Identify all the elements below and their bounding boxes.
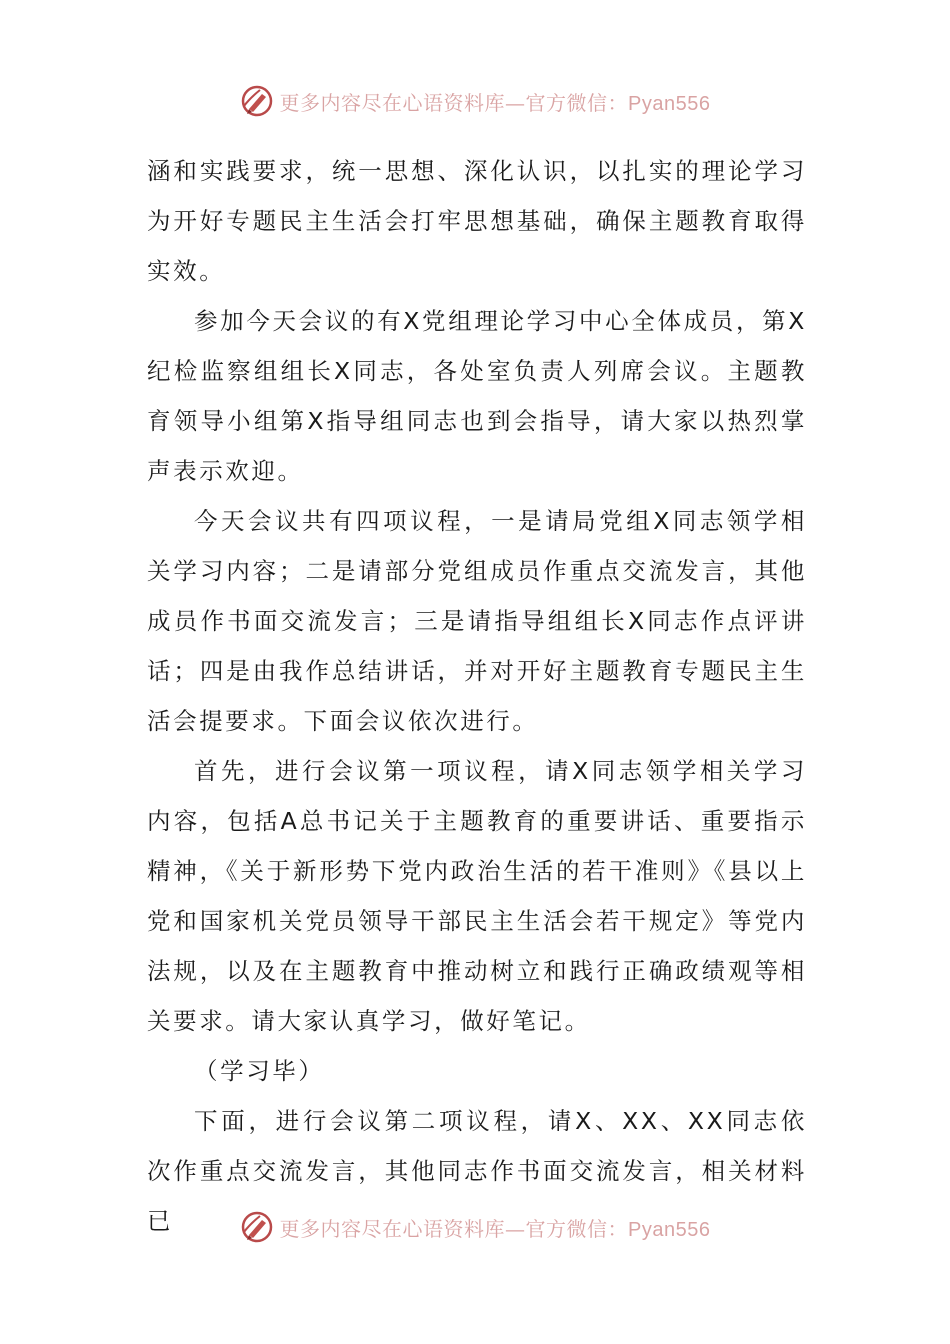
watermark-text: 更多内容尽在心语资料库—官方微信：Pyan556 [279, 90, 711, 115]
paragraph-first-item: 首先，进行会议第一项议程，请X同志领学相关学习内容，包括A总书记关于主题教育的重要讲话、重要指示精神，《关于新形势下党内政治生活的若干准则》《县以上党和国家机关党员领导干部民主生活会若干规定》等党内法规，以及在主题教育中推动树立和践行正确政绩观等相关要求。请大家认真学习，做好笔记。 [147, 757, 807, 1035]
footer-watermark [0, 1210, 950, 1244]
document-body [147, 146, 807, 1246]
paragraph-continued: 涵和实践要求，统一思想、深化认识，以扎实的理论学习为开好专题民主生活会打牢思想基础，确保主题教育取得实效。 [147, 157, 807, 285]
paragraph-second-item: 下面，进行会议第二项议程，请X、XX、XX同志依次作重点交流发言，其他同志作书面交流发言，相关材料已 [147, 1107, 807, 1235]
pen-logo-icon [240, 1210, 274, 1244]
paragraph-agenda: 今天会议共有四项议程，一是请局党组X同志领学相关学习内容；二是请部分党组成员作重点交流发言，其他成员作书面交流发言；三是请指导组组长X同志作点评讲话；四是由我作总结讲话，并对开好主题教育专题民主生活会提要求。下面会议依次进行。 [147, 507, 807, 735]
watermark-text: 更多内容尽在心语资料库—官方微信：Pyan556 [279, 1216, 711, 1241]
paragraph-attendees: 参加今天会议的有X党组理论学习中心全体成员，第X纪检监察组组长X同志，各处室负责人列席会议。主题教育领导小组第X指导组同志也到会指导，请大家以热烈掌声表示欢迎。 [147, 307, 807, 485]
header-watermark [0, 84, 950, 118]
pen-logo-icon [240, 84, 274, 118]
paragraph-study-note: （学习毕） [194, 1057, 325, 1085]
